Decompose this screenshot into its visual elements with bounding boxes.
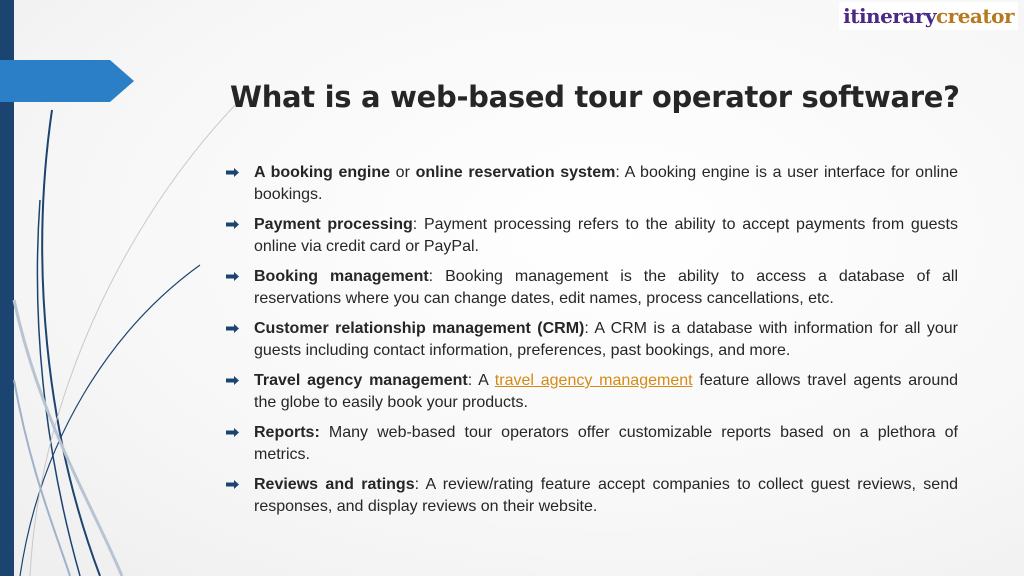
item-heading: Travel agency management (254, 372, 468, 389)
arrow-bullet-icon (226, 480, 239, 489)
arrow-bullet-icon (226, 220, 239, 229)
list-item-crm (222, 318, 958, 362)
list-item-reviews-and-ratings (222, 474, 958, 518)
item-text: : A booking engine is a user interface for online bookings. (254, 164, 958, 203)
item-text: : A review/rating feature accept companies to collect guest reviews, send responses, and display reviews on their website. (254, 476, 959, 515)
itinerarycreator-logo[interactable]: itinerarycreator (839, 2, 1018, 30)
travel-agency-management-link[interactable]: travel agency management (494, 372, 693, 389)
list-item-travel-agency-management (222, 370, 958, 414)
arrow-bullet-icon (226, 168, 239, 177)
item-text: : A CRM is a database with information for all your guests including contact information, preferences, past bookings, and more. (254, 320, 959, 359)
left-arrow-tab (0, 60, 134, 102)
item-text: : A (467, 372, 495, 389)
item-heading: Customer relationship management (CRM) (254, 320, 585, 337)
item-heading-secondary: online reservation system (415, 164, 616, 181)
arrow-bullet-icon (226, 324, 239, 333)
page-title: What is a web-based tour operator software? (230, 80, 960, 114)
item-text: : Booking management is the ability to access a database of all reservations where you can change dates, edit names, process cancellations, etc. (254, 268, 958, 307)
item-text: feature allows travel agents around the globe to easily book your products. (254, 372, 959, 411)
feature-list (222, 162, 958, 526)
arrow-bullet-icon (226, 428, 239, 437)
item-heading: Payment processing (254, 216, 413, 233)
list-item-reports (222, 422, 958, 466)
item-heading: Reviews and ratings (254, 476, 415, 493)
item-heading: A booking engine (254, 164, 391, 181)
item-text: or (390, 164, 416, 181)
item-text: : Payment processing refers to the ability to accept payments from guests online via credit card or PayPal. (254, 216, 959, 255)
arrow-bullet-icon (226, 376, 239, 385)
item-heading: Booking management (254, 268, 429, 285)
arrow-bullet-icon (226, 272, 239, 281)
item-text: Many web-based tour operators offer customizable reports based on a plethora of metrics. (254, 424, 958, 463)
list-item-booking-management (222, 266, 958, 310)
item-heading: Reports: (254, 424, 320, 441)
list-item-booking-engine (222, 162, 958, 206)
list-item-payment-processing (222, 214, 958, 258)
